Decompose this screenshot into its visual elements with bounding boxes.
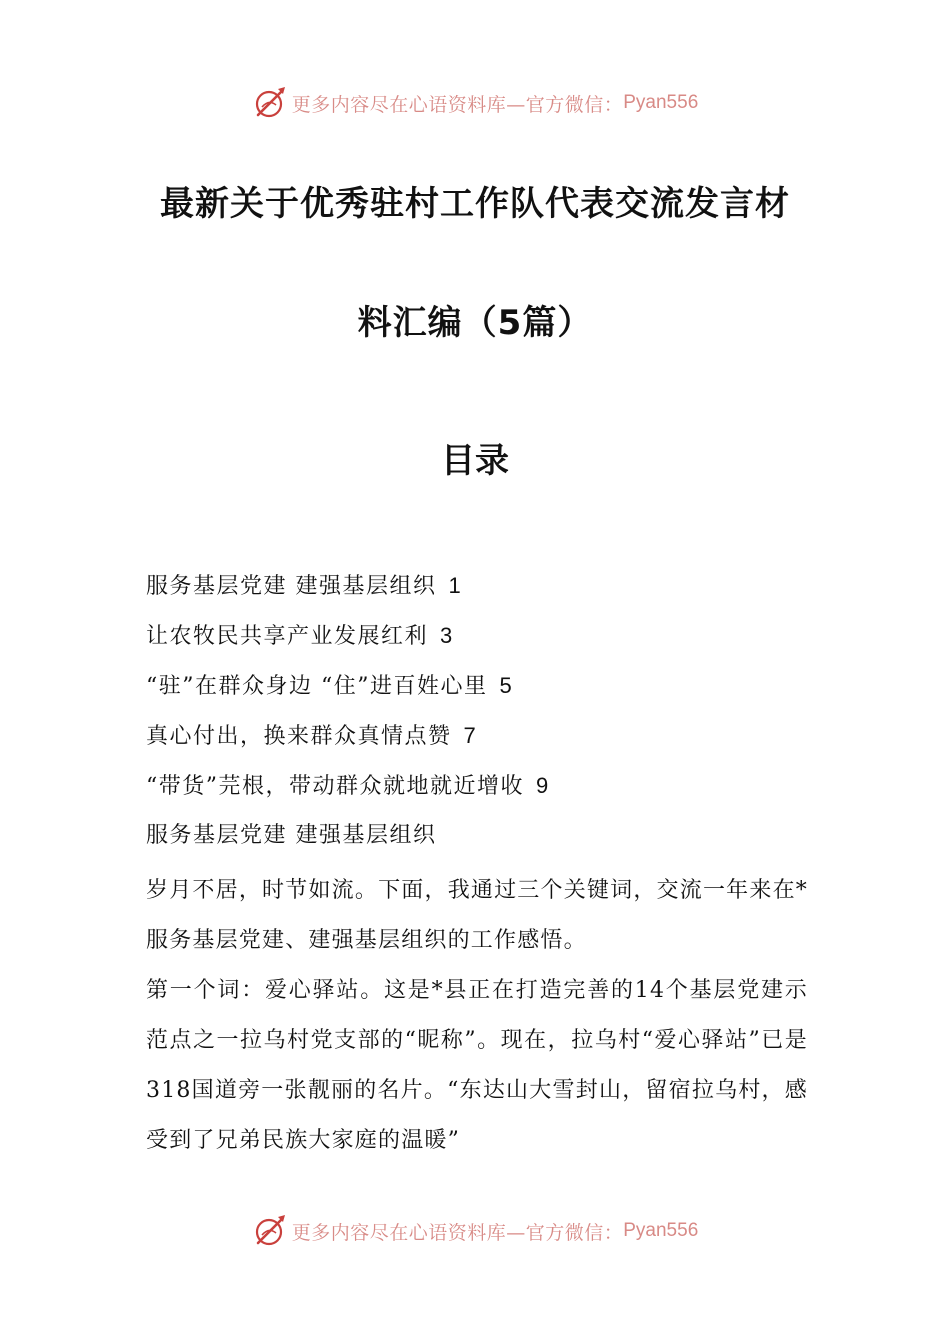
toc-heading: 目录 [441, 441, 509, 481]
toc-item-text: 真心付出，换来群众真情点赞 [146, 724, 452, 749]
watermark-wechat-id: Pyan556 [623, 92, 699, 113]
body-paragraph: 岁月不居，时节如流。下面，我通过三个关键词，交流一年来在*服务基层党建、建强基层组织的工作感悟。 [146, 878, 808, 953]
document-body [146, 566, 808, 1166]
header-watermark [0, 83, 950, 123]
watermark-wechat-id: Pyan556 [623, 1220, 699, 1241]
section-heading: 服务基层党建 建强基层组织 [146, 823, 437, 848]
body-paragraph: 第一个词：爱心驿站。这是*县正在打造完善的14个基层党建示范点之一拉乌村党支部的“昵称”。现在，拉乌村“爱心驿站”已是318国道旁一张靓丽的名片。“东达山大雪封山，留宿拉乌村，感受到了兄弟民族大家庭的温暖” [146, 978, 808, 1153]
toc-item-page: 7 [463, 723, 478, 748]
toc-item-page: 1 [448, 573, 463, 598]
toc-item [146, 766, 808, 816]
document-title-line1: 最新关于优秀驻村工作队代表交流发言材 [160, 184, 790, 224]
watermark-text: 更多内容尽在心语资料库—官方微信： [291, 1221, 624, 1244]
pen-logo-icon [252, 85, 288, 121]
toc-item [146, 566, 808, 616]
toc-item-page: 9 [536, 773, 550, 798]
toc-item-page: 3 [440, 623, 454, 648]
watermark-text: 更多内容尽在心语资料库—官方微信： [291, 93, 624, 116]
toc-item-text: 服务基层党建 建强基层组织 [146, 574, 437, 599]
toc-item-text: “带货”芫根，带动群众就地就近增收 [146, 774, 524, 799]
toc-item [146, 616, 808, 666]
toc-item [146, 666, 808, 716]
toc-item [146, 716, 808, 766]
toc-item-text: “驻”在群众身边 “住”进百姓心里 [146, 674, 488, 699]
pen-logo-icon [252, 1213, 288, 1249]
footer-watermark [0, 1211, 950, 1251]
document-title-line2: 料汇编（5篇） [357, 303, 593, 343]
toc-item-text: 让农牧民共享产业发展红利 [146, 624, 429, 649]
toc-item-page: 5 [499, 673, 514, 698]
